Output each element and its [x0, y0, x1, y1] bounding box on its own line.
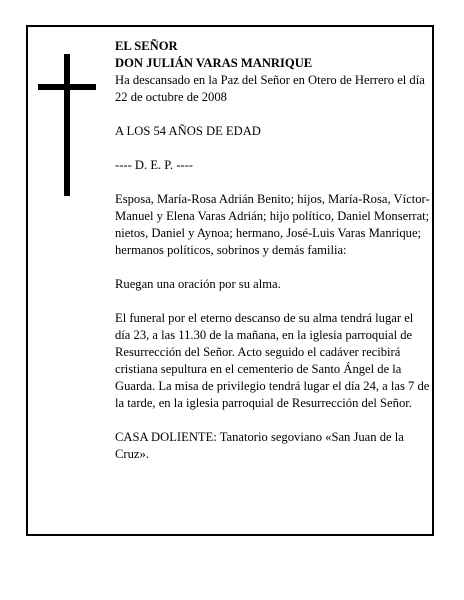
mourning-house: CASA DOLIENTE: Tanatorio segoviano «San Juan de la Cruz».	[115, 430, 404, 461]
cross-horizontal-bar	[38, 84, 96, 90]
dep-line: ---- D. E. P. ----	[115, 158, 193, 172]
age-line: A LOS 54 AÑOS DE EDAD	[115, 124, 261, 138]
family-paragraph: Esposa, María-Rosa Adrián Benito; hijos, María-Rosa, Víctor-Manuel y Elena Varas Adrián; hijo político, Daniel Monserrat; nietos, Daniel y Aynoa; hermano, José-Luis Varas Manrique; hermanos políticos, sobrinos y demás familia:	[115, 192, 430, 257]
funeral-paragraph: El funeral por el eterno descanso de su alma tendrá lugar el día 23, a las 11.30 de la mañana, en la iglesia parroquial de Resurrección del Señor. Acto seguido el cadáver recibirá cristiana sepultura en el cementerio de Santo Ángel de la Guarda. La misa de privilegio tendrá lugar el día 24, a las 7 de la tarde, en la iglesia parroquial de Resurrección del Señor.	[115, 311, 430, 410]
title-line-1: EL SEÑOR	[115, 39, 178, 53]
cross-vertical-bar	[64, 54, 70, 196]
obituary-text	[115, 38, 430, 463]
deceased-name: DON JULIÁN VARAS MANRIQUE	[115, 56, 313, 70]
rest-notice: Ha descansado en la Paz del Señor en Otero de Herrero el día 22 de octubre de 2008	[115, 73, 425, 104]
prayer-line: Ruegan una oración por su alma.	[115, 277, 281, 291]
